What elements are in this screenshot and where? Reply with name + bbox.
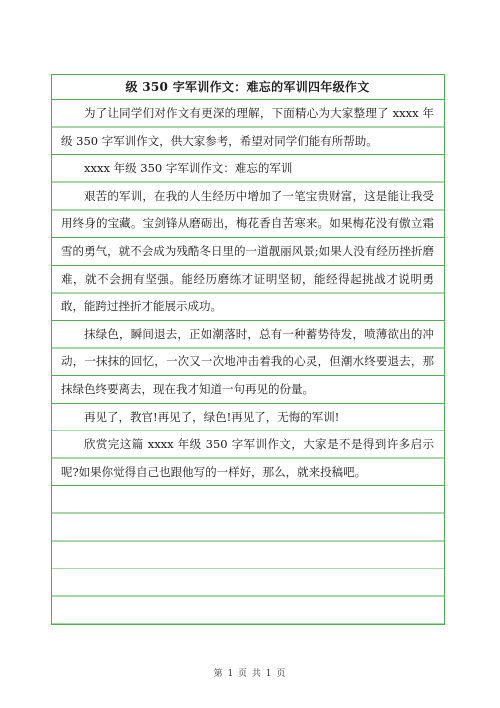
- essay-sheet: [51, 74, 445, 625]
- intro-paragraph: 为了让同学们对作文有更深的理解，下面精心为大家整理了 xxxx 年级 350 字军训作文，供大家参考，希望对同学们能有所帮助。: [52, 100, 444, 155]
- blank-line: [52, 597, 444, 625]
- closing-paragraph: 欣赏完这篇 xxxx 年级 350 字军训作文，大家是不是得到许多启示呢?如果你觉得自己也跟他写的一样好，那么，就来投稿吧。: [52, 431, 444, 486]
- blank-line: [52, 486, 444, 514]
- body-paragraph-3: 再见了，教官!再见了，绿色!再见了，无悔的军训!: [52, 404, 444, 432]
- blank-line: [52, 542, 444, 570]
- essay-subtitle: xxxx 年级 350 字军训作文：难忘的军训: [52, 155, 444, 183]
- body-paragraph-2: 抹绿色，瞬间退去，正如潮落时，总有一种蓄势待发，喷薄欲出的冲动，一抹抹的回忆，一次又一次地冲击着我的心灵，但潮水终要退去，那抹绿色终要离去，现在我才知道一句再见的份量。: [52, 321, 444, 404]
- blank-line: [52, 569, 444, 597]
- blank-line: [52, 514, 444, 542]
- essay-title: 级 350 字军训作文：难忘的军训四年级作文: [52, 75, 444, 100]
- body-paragraph-1: 艰苦的军训，在我的人生经历中增加了一笔宝贵财富，这是能让我受用终身的宝藏。宝剑锋从磨砺出，梅花香自苦寒来。如果梅花没有傲立霜雪的勇气，就不会成为残酷冬日里的一道靓丽风景;如果人没有经历挫折磨难，就不会拥有坚强。能经历磨练才证明坚韧，能经得起挑战才说明勇敢，能跨过挫折才能展示成功。: [52, 183, 444, 321]
- page-number: 第 1 页 共 1 页: [213, 669, 287, 679]
